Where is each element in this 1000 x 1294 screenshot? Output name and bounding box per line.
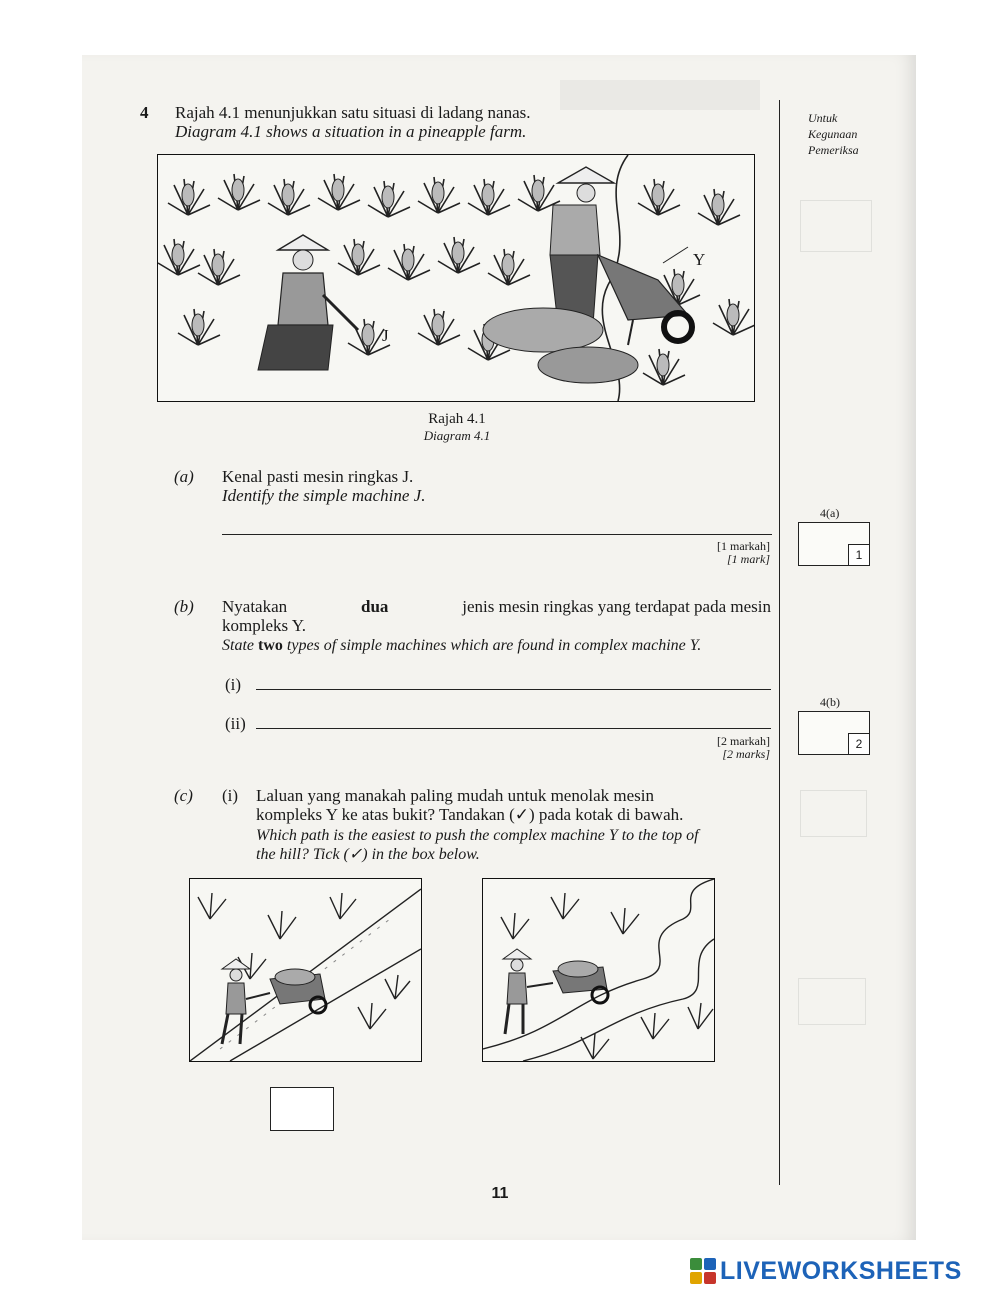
part-b-text: Nyatakan <box>222 597 288 616</box>
label-y: Y <box>693 250 706 269</box>
part-b-bold: two <box>258 637 283 654</box>
examiner-line-1: Untuk <box>808 111 838 125</box>
examiner-line-3: Pemeriksa <box>808 143 859 157</box>
part-a-answer-line[interactable] <box>222 534 772 535</box>
margin-rule <box>779 100 780 1185</box>
question-intro-english: Diagram 4.1 shows a situation in a pineapple farm. <box>175 122 527 141</box>
question-intro-malay: Rajah 4.1 menunjukkan satu situasi di ladang nanas. <box>175 103 531 122</box>
pineapple-farm-diagram <box>157 154 755 402</box>
diagram-caption-english: Diagram 4.1 <box>423 428 491 443</box>
part-b-bold: dua <box>360 597 389 616</box>
part-b-marks-malay: [2 markah] <box>717 734 770 748</box>
part-b-item-2-label: (ii) <box>225 714 246 733</box>
liveworksheets-logo-icon <box>690 1258 716 1284</box>
page-number: 11 <box>491 1185 509 1202</box>
path-option-steep <box>189 878 422 1062</box>
part-b-text: jenis mesin ringkas yang terdapat pada mesin <box>462 597 771 616</box>
examiner-use-label <box>808 110 859 158</box>
part-c-question-malay-line1: Laluan yang manakah paling mudah untuk menolak mesin <box>256 786 654 805</box>
part-b-score-label: 4(b) <box>820 695 840 709</box>
part-b-question-english <box>222 636 701 656</box>
part-b-text: State <box>222 637 254 654</box>
liveworksheets-logo-text: LIVEWORKSHEETS <box>720 1256 962 1285</box>
pineapple-farm-illustration <box>158 155 754 401</box>
path-option-steep-tick-box[interactable] <box>270 1087 334 1131</box>
bleed-through-shadow <box>560 80 760 110</box>
part-c-letter: (c) <box>174 786 193 805</box>
part-a-marks-english: [1 mark] <box>726 552 770 566</box>
part-b-score-box <box>798 711 870 755</box>
steep-path-illustration <box>190 879 421 1061</box>
part-a-letter: (a) <box>174 467 194 486</box>
part-b-max-marks: 2 <box>848 733 870 755</box>
bleed-through-shadow <box>798 978 866 1025</box>
diagram-caption-malay: Rajah 4.1 <box>428 411 486 427</box>
part-b-text: types of simple machines which are found in complex machine Y. <box>286 637 702 654</box>
part-c-question-malay-line2: kompleks Y ke atas bukit? Tandakan (✓) pada kotak di bawah. <box>256 805 684 824</box>
part-c-question-english-line1: Which path is the easiest to push the complex machine Y to the top of <box>256 827 699 844</box>
winding-path-illustration <box>483 879 714 1061</box>
bleed-through-shadow <box>800 790 867 837</box>
part-b-letter: (b) <box>174 597 194 616</box>
part-c-subpart: (i) <box>222 786 239 805</box>
part-a-marks-malay: [1 markah] <box>717 539 770 553</box>
question-number: 4 <box>140 103 149 122</box>
part-b-question-malay-line1 <box>222 597 771 617</box>
part-b-item-2-answer-line[interactable] <box>256 728 771 729</box>
path-option-winding <box>482 878 715 1062</box>
part-b-item-1-label: (i) <box>225 675 242 694</box>
part-a-question-english: Identify the simple machine J. <box>222 486 426 505</box>
part-c-question-english-line2: the hill? Tick (✓) in the box below. <box>256 846 480 863</box>
label-j: J <box>382 326 389 345</box>
liveworksheets-logo <box>690 1254 962 1288</box>
part-b-question-malay-line2: kompleks Y. <box>222 616 307 635</box>
part-a-score-box <box>798 522 870 566</box>
part-a-max-marks: 1 <box>848 544 870 566</box>
part-b-marks-english: [2 marks] <box>722 747 770 761</box>
bleed-through-shadow <box>800 200 872 252</box>
part-a-question-malay: Kenal pasti mesin ringkas J. <box>222 467 414 486</box>
examiner-line-2: Kegunaan <box>808 127 858 141</box>
part-b-item-1-answer-line[interactable] <box>256 689 771 690</box>
part-a-score-label: 4(a) <box>820 506 840 520</box>
